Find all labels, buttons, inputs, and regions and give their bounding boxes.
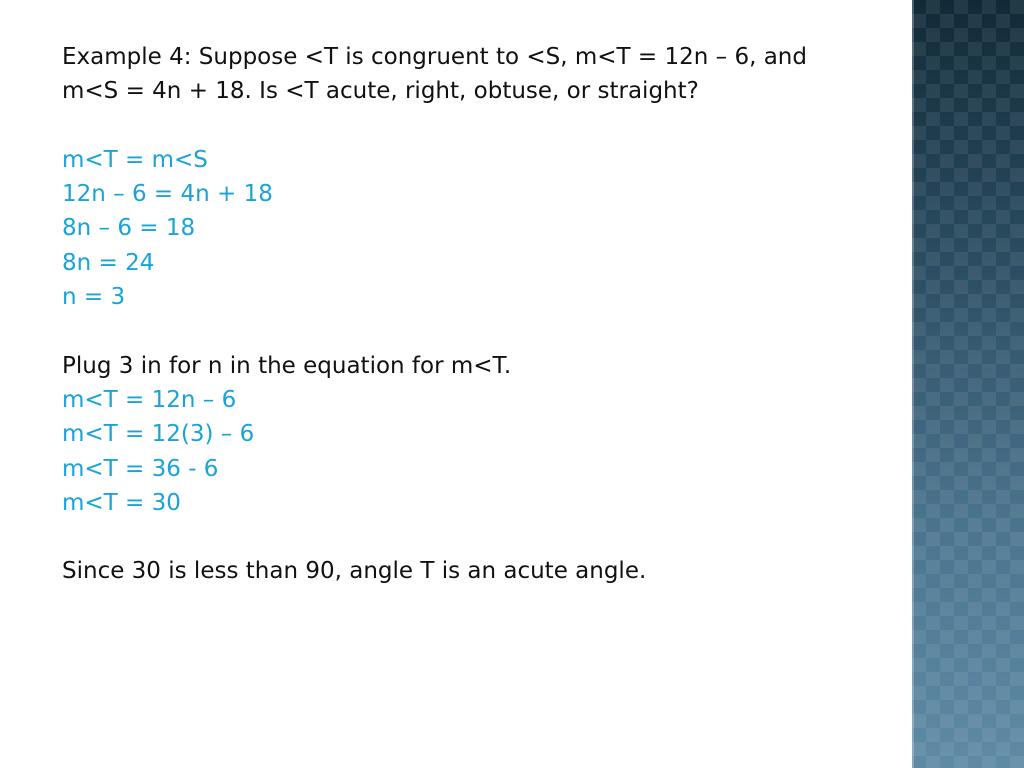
solve-step: 8n – 6 = 18 [62, 215, 196, 242]
plug-step: m<T = 36 - 6 [62, 455, 219, 482]
conclusion: Since 30 is less than 90, angle T is an acute angle. [62, 558, 647, 585]
plug-step: m<T = 30 [62, 489, 181, 516]
spacer [62, 109, 882, 143]
slide-content [62, 40, 882, 589]
solve-step: m<T = m<S [62, 146, 208, 173]
problem-line-1: Example 4: Suppose <T is congruent to <S, m<T = 12n – 6, and [62, 44, 807, 70]
problem-line-2: m<S = 4n + 18. Is <T acute, right, obtuse, or straight? [62, 78, 699, 105]
decorative-side-panel [912, 0, 1024, 768]
solve-step: n = 3 [62, 284, 126, 311]
spacer [62, 314, 882, 348]
plug-step: m<T = 12n – 6 [62, 386, 237, 413]
panel-edge [912, 0, 914, 768]
solve-step: 12n – 6 = 4n + 18 [62, 181, 273, 208]
plug-instruction: Plug 3 in for n in the equation for m<T. [62, 352, 512, 379]
plug-step: m<T = 12(3) – 6 [62, 421, 255, 448]
solve-step: 8n = 24 [62, 249, 155, 276]
spacer [62, 520, 882, 554]
diamond-pattern [912, 0, 1024, 768]
